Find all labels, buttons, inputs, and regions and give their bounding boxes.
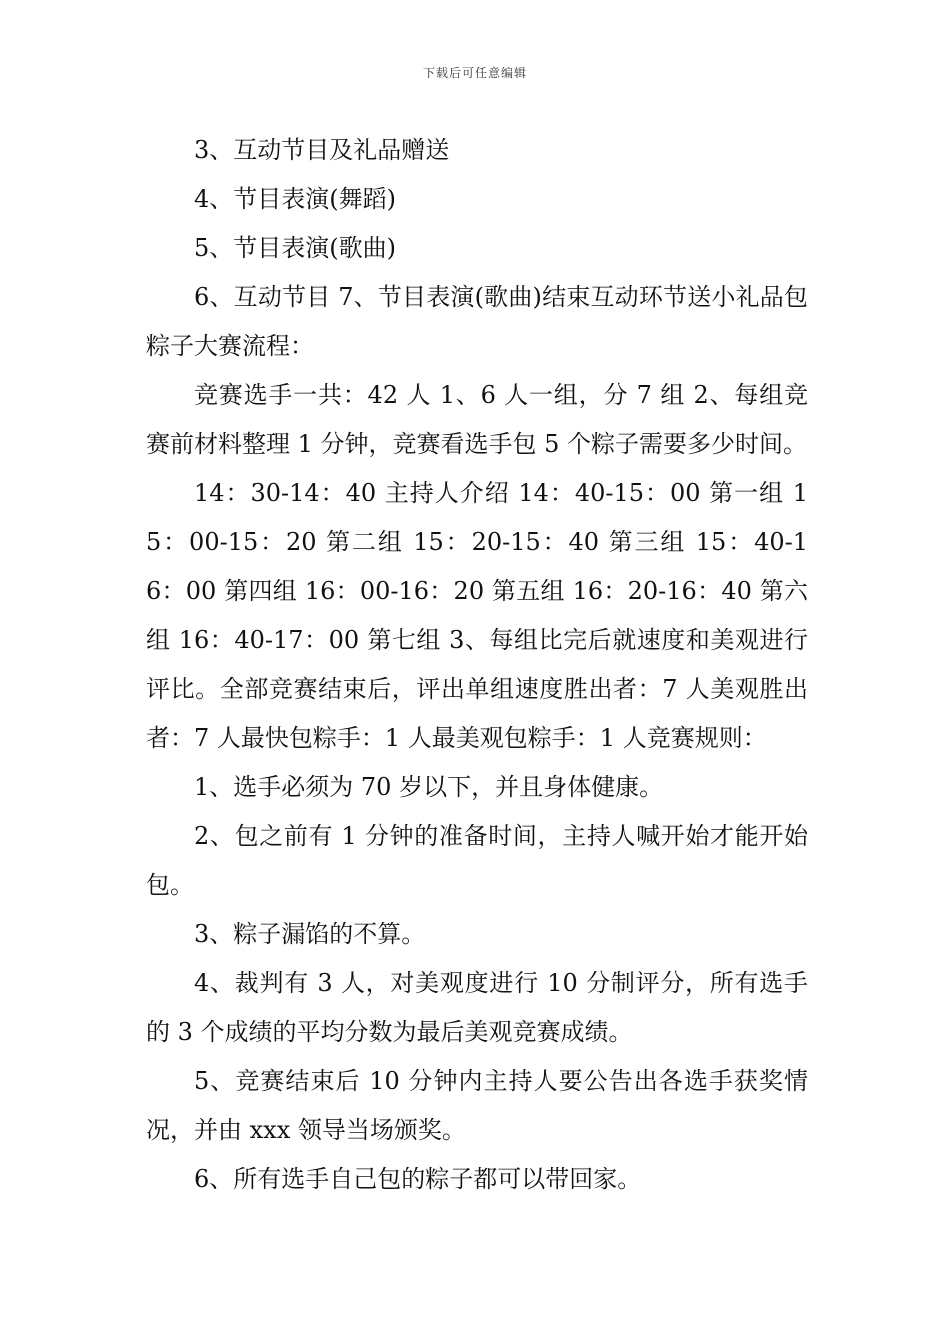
paragraph-rule-2: 2、包之前有 1 分钟的准备时间，主持人喊开始才能开始包。 [146,822,808,899]
paragraph-program-3: 3、互动节目及礼品赠送 [194,136,450,164]
paragraph-rule-5: 5、竞赛结束后 10 分钟内主持人要公告出各选手获奖情况，并由 xxx 领导当场颁奖。 [146,1067,808,1144]
paragraph-contestants: 竞赛选手一共：42 人 1、6 人一组，分 7 组 2、每组竞赛前材料整理 1 分钟，竞赛看选手包 5 个粽子需要多少时间。 [146,381,808,458]
paragraph-program-4: 4、节目表演(舞蹈) [194,185,396,213]
page-header: 下载后可任意编辑 [422,66,527,80]
paragraph-rule-6: 6、所有选手自己包的粽子都可以带回家。 [194,1165,642,1193]
paragraph-program-6-7: 6、互动节目 7、节目表演(歌曲)结束互动环节送小礼品包粽子大赛流程： [146,283,808,360]
paragraph-program-5: 5、节目表演(歌曲) [194,234,396,262]
paragraph-rule-1: 1、选手必须为 70 岁以下，并且身体健康。 [194,773,664,801]
paragraph-rule-3: 3、粽子漏馅的不算。 [194,920,426,948]
document-body [146,126,808,1204]
paragraph-schedule: 14：30-14：40 主持人介绍 14：40-15：00 第一组 15：00-15：20 第二组 15：20-15：40 第三组 15：40-16：00 第四组 16：00-16：20 第五组 16：20-16：40 第六组 16：40-17：00 第七组 3、每组比完后就速度和美观进行评比。全部竞赛结束后，评出单组速度胜出者：7 人美观胜出者：7 人最快包粽手：1 人最美观包粽手：1 人竞赛规则： [146,479,808,752]
paragraph-rule-4: 4、裁判有 3 人，对美观度进行 10 分制评分，所有选手的 3 个成绩的平均分数为最后美观竞赛成绩。 [146,969,808,1046]
